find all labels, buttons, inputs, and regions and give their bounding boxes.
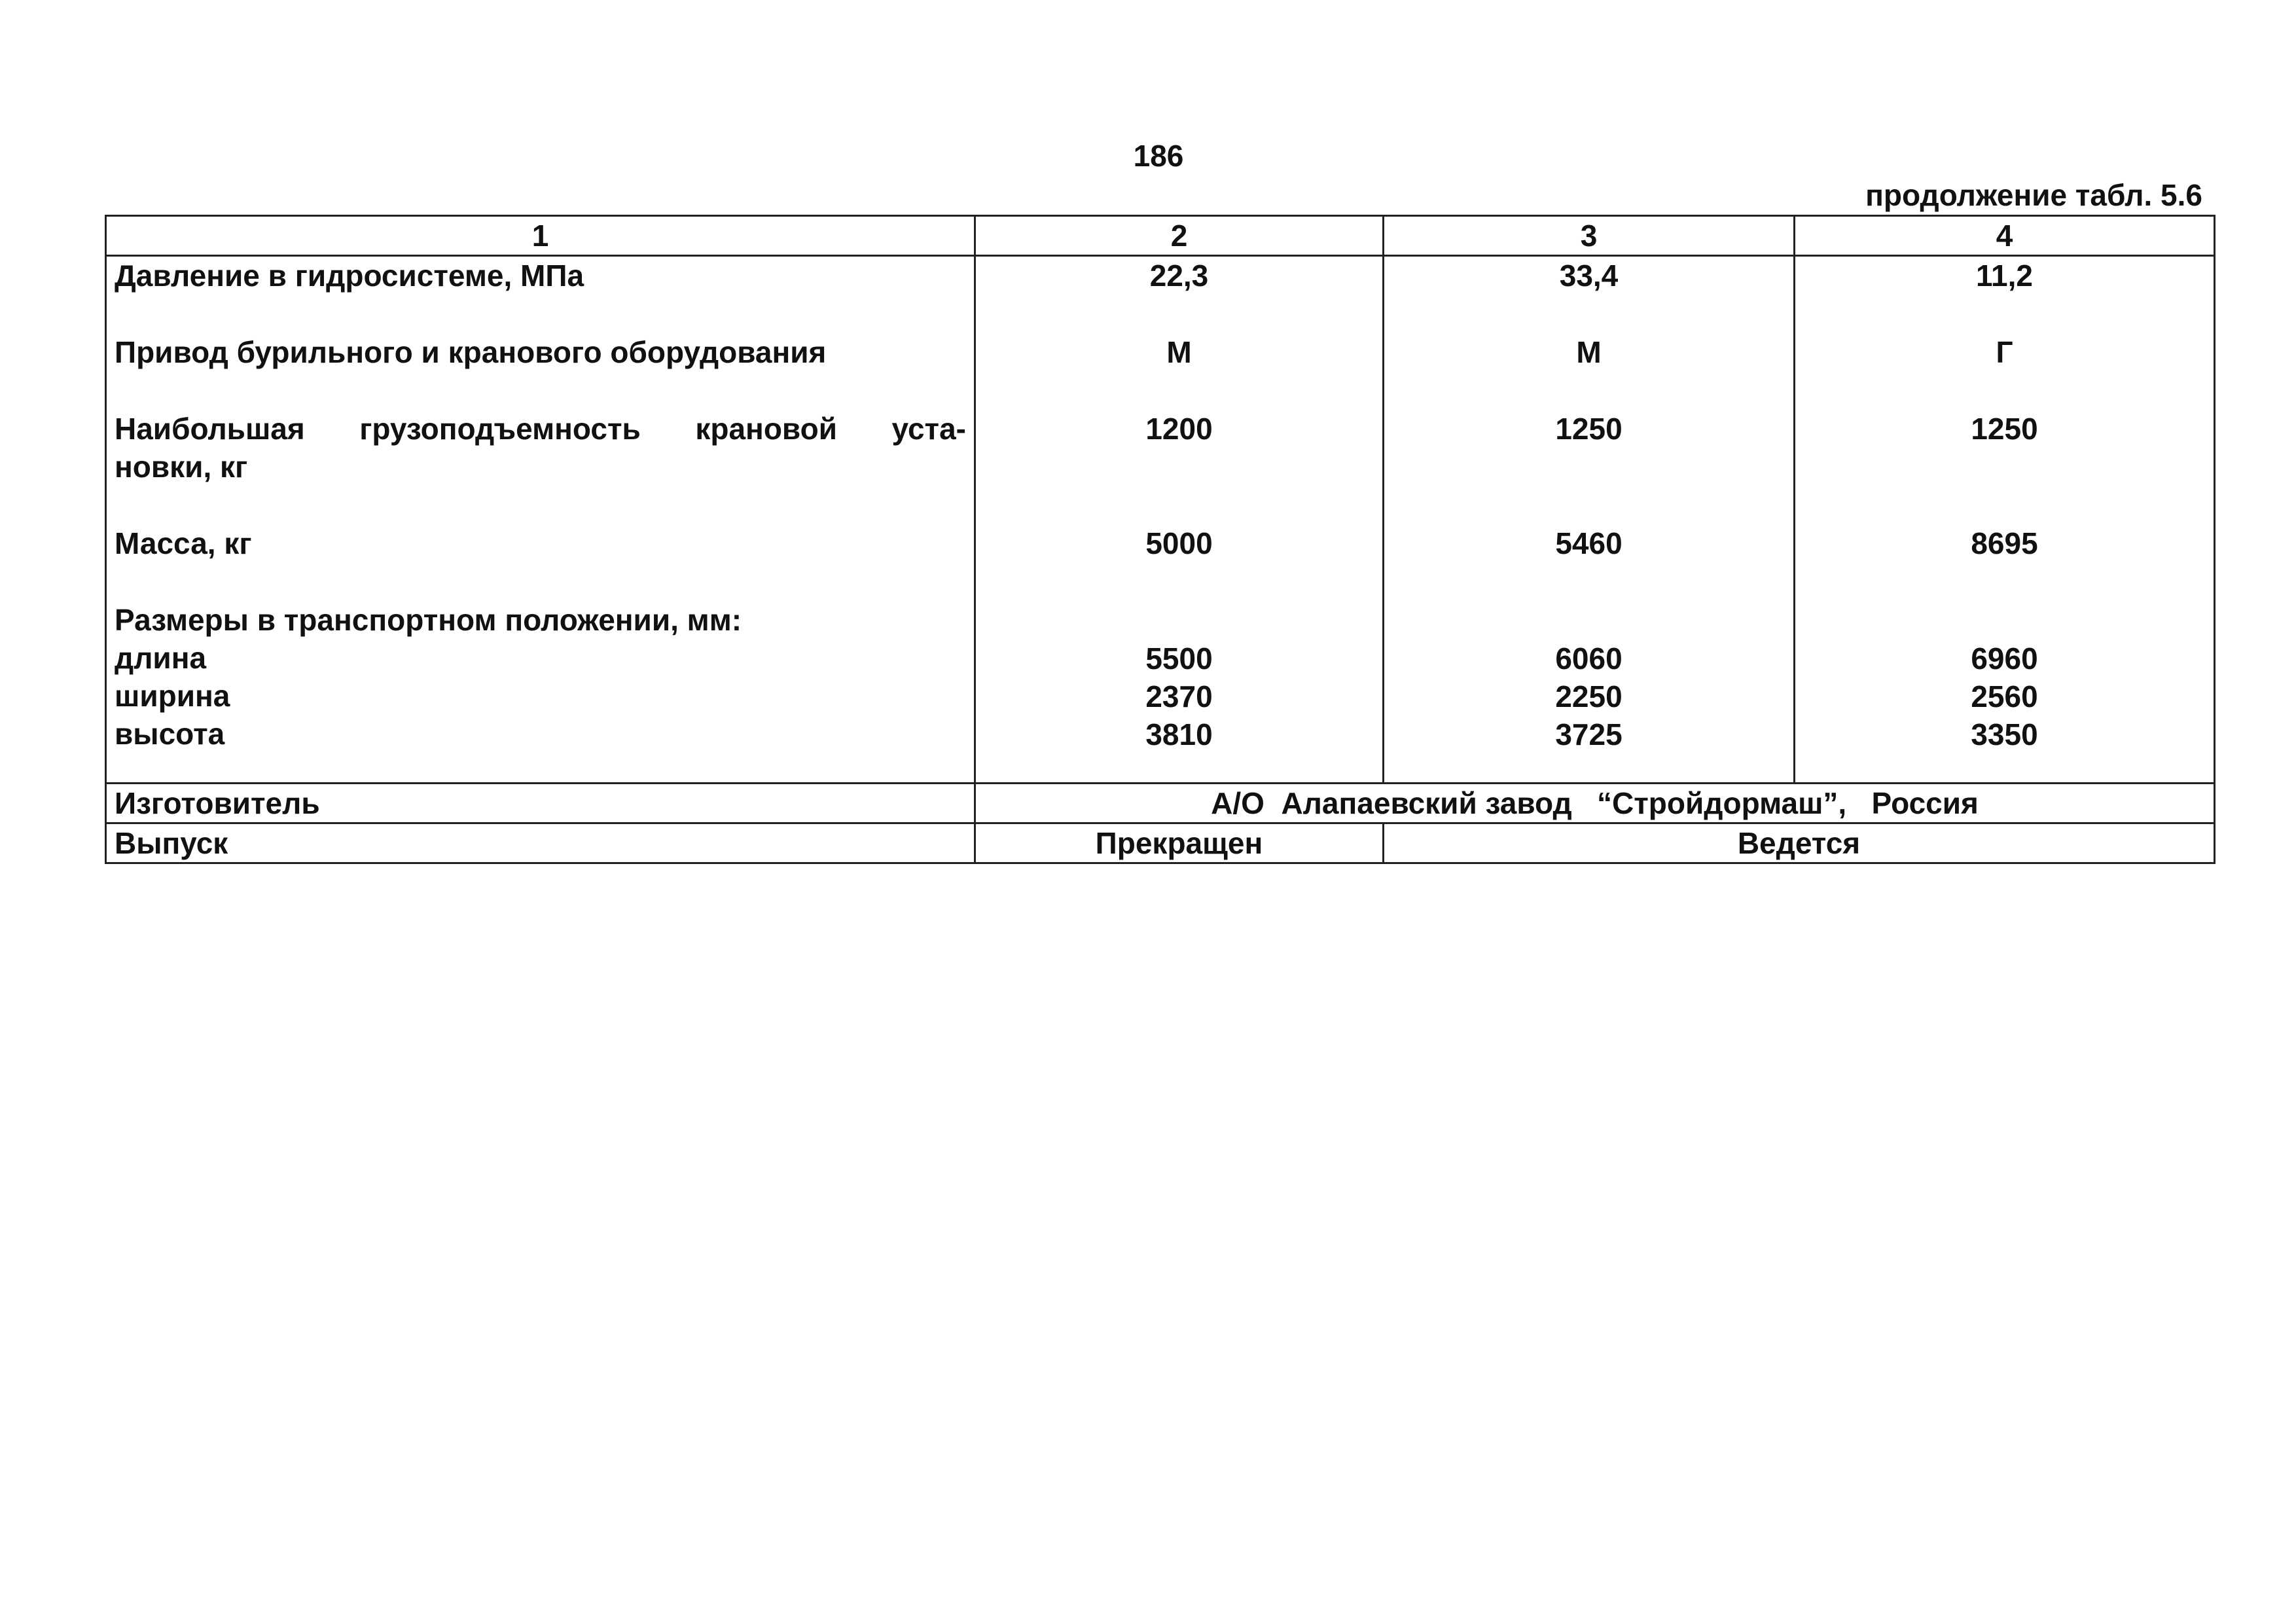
production-label: Выпуск — [106, 823, 975, 863]
capacity-label-word: уста- — [891, 412, 966, 446]
width-value-col4: 2560 — [1971, 679, 2038, 713]
drive-value-col4: Г — [1996, 335, 2013, 369]
pressure-value-col3: 33,4 — [1559, 259, 1619, 293]
pressure-value-col4: 11,2 — [1976, 259, 2033, 293]
parameter-labels-cell — [106, 256, 975, 784]
capacity-value-col3: 1250 — [1555, 412, 1623, 446]
width-label: ширина — [115, 679, 230, 713]
production-value-col34: Ведется — [1384, 823, 2215, 863]
pressure-label: Давление в гидросистеме, МПа — [115, 259, 584, 293]
mass-value-col3: 5460 — [1555, 526, 1623, 560]
manufacturer-row — [106, 784, 2215, 823]
column-header-3: 3 — [1384, 216, 1795, 256]
values-column-2 — [975, 256, 1384, 784]
length-value-col2: 5500 — [1145, 641, 1213, 676]
pressure-value-col2: 22,3 — [1149, 259, 1209, 293]
column-header-4: 4 — [1795, 216, 2215, 256]
height-value-col3: 3725 — [1555, 717, 1623, 751]
capacity-label-line2: новки, кг — [115, 450, 248, 484]
mass-value-col2: 5000 — [1145, 526, 1213, 560]
drive-label: Привод бурильного и кранового оборудования — [115, 335, 827, 369]
page-number: 186 — [1133, 139, 1184, 173]
mass-label: Масса, кг — [115, 526, 252, 560]
capacity-label-word: крановой — [695, 412, 837, 446]
length-label: длина — [115, 641, 207, 675]
table-caption: продолжение табл. 5.6 — [1865, 178, 2202, 212]
manufacturer-value: А/О Алапаевский завод “Стройдормаш”, Россия — [975, 784, 2215, 823]
values-column-3 — [1384, 256, 1795, 784]
capacity-value-col2: 1200 — [1145, 412, 1213, 446]
capacity-value-col4: 1250 — [1971, 412, 2038, 446]
mass-value-col4: 8695 — [1971, 526, 2038, 560]
width-value-col3: 2250 — [1555, 679, 1623, 713]
height-value-col4: 3350 — [1971, 717, 2038, 751]
width-value-col2: 2370 — [1145, 679, 1213, 713]
height-value-col2: 3810 — [1145, 717, 1213, 751]
capacity-label-word: Наибольшая — [115, 412, 305, 446]
specs-body-row — [106, 256, 2215, 784]
manufacturer-label: Изготовитель — [106, 784, 975, 823]
production-value-col2: Прекращен — [975, 823, 1384, 863]
capacity-label-line1 — [115, 410, 966, 448]
header-row — [106, 216, 2215, 256]
drive-value-col2: М — [1166, 335, 1192, 369]
capacity-label-word: грузоподъемность — [359, 412, 641, 446]
dimensions-label: Размеры в транспортном положении, мм: — [115, 603, 742, 637]
column-header-1: 1 — [106, 216, 975, 256]
production-row — [106, 823, 2215, 863]
drive-value-col3: М — [1576, 335, 1602, 369]
values-column-4 — [1795, 256, 2215, 784]
length-value-col3: 6060 — [1555, 641, 1623, 676]
length-value-col4: 6960 — [1971, 641, 2038, 676]
specifications-table — [105, 215, 2215, 864]
column-header-2: 2 — [975, 216, 1384, 256]
height-label: высота — [115, 717, 225, 751]
